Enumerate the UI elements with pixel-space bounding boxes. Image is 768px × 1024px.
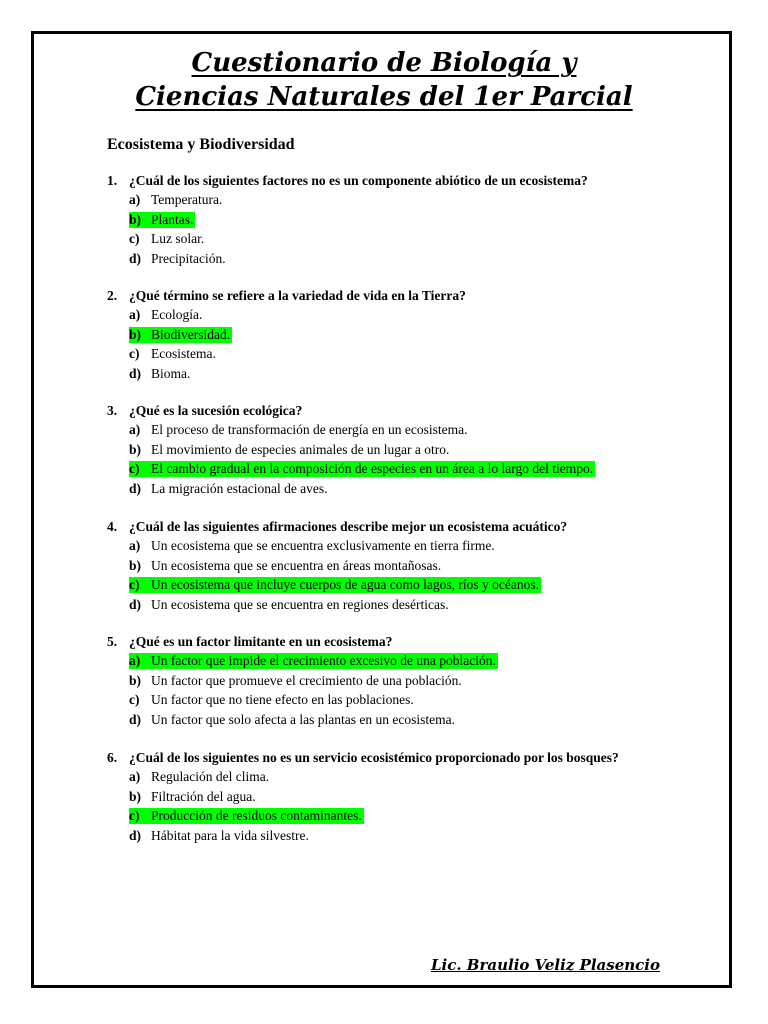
option-text: Hábitat para la vida silvestre. xyxy=(151,827,309,843)
option-letter: c) xyxy=(129,808,140,823)
question-text: ¿Qué es un factor limitante en un ecosistema? xyxy=(129,634,393,649)
option-letter: d) xyxy=(129,480,142,496)
option-letter: d) xyxy=(129,711,142,727)
option-d xyxy=(129,710,647,730)
section-heading: Ecosistema y Biodiversidad xyxy=(107,136,295,153)
option-text: Un factor que solo afecta a las plantas en un ecosistema. xyxy=(151,711,456,727)
option-c xyxy=(129,344,647,364)
option-letter: b) xyxy=(129,788,142,804)
option-letter: a) xyxy=(129,307,141,322)
option-letter: c) xyxy=(129,346,140,361)
option-d xyxy=(129,364,647,384)
option-letter: d) xyxy=(129,365,142,381)
option-letter: a) xyxy=(129,422,141,437)
option-letter: b) xyxy=(129,557,142,573)
option-letter: c) xyxy=(129,231,140,246)
question-text: ¿Qué término se refiere a la variedad de vida en la Tierra? xyxy=(129,288,466,303)
title-line-2: Ciencias Naturales del 1er Parcial xyxy=(135,82,633,112)
option-text: Bioma. xyxy=(151,365,191,381)
option-b xyxy=(129,671,647,691)
option-b xyxy=(129,440,647,460)
option-letter: a) xyxy=(129,769,141,784)
question-3 xyxy=(107,401,647,498)
option-c xyxy=(129,806,647,826)
option-a xyxy=(129,767,647,787)
option-letter: a) xyxy=(129,538,141,553)
option-text: Un ecosistema que se encuentra exclusivamente en tierra firme. xyxy=(151,538,495,553)
option-letter: b) xyxy=(129,326,142,342)
option-text: Precipitación. xyxy=(151,250,226,266)
option-text: Un ecosistema que se encuentra en regiones desérticas. xyxy=(151,596,449,612)
option-c xyxy=(129,690,647,710)
question-5 xyxy=(107,632,647,729)
option-text: Un factor que no tiene efecto en las poblaciones. xyxy=(151,692,414,707)
question-text: ¿Cuál de los siguientes no es un servicio ecosistémico proporcionado por los bosques? xyxy=(129,750,619,765)
title-line-1: Cuestionario de Biología y xyxy=(191,48,577,78)
option-text: Ecosistema. xyxy=(151,346,216,361)
page-title xyxy=(0,46,768,114)
option-letter: c) xyxy=(129,692,140,707)
option-letter: d) xyxy=(129,827,142,843)
option-d xyxy=(129,479,647,499)
option-d xyxy=(129,249,647,269)
question-text: ¿Cuál de los siguientes factores no es un componente abiótico de un ecosistema? xyxy=(129,173,588,188)
question-2 xyxy=(107,286,647,383)
option-letter: b) xyxy=(129,672,142,688)
option-letter: a) xyxy=(129,653,141,668)
option-a xyxy=(129,190,647,210)
option-d xyxy=(129,826,647,846)
option-text: Un ecosistema que incluye cuerpos de agua como lagos, ríos y océanos. xyxy=(151,577,540,592)
question-number: 6. xyxy=(107,750,118,765)
option-a xyxy=(129,651,647,671)
option-letter: d) xyxy=(129,250,142,266)
question-number: 4. xyxy=(107,519,118,534)
option-text: El movimiento de especies animales de un lugar a otro. xyxy=(151,441,450,457)
option-a xyxy=(129,420,647,440)
option-text: El cambio gradual en la composición de especies en un área a lo largo del tiempo. xyxy=(151,461,594,476)
option-c xyxy=(129,459,647,479)
option-a xyxy=(129,305,647,325)
option-letter: b) xyxy=(129,441,142,457)
option-letter: a) xyxy=(129,192,141,207)
option-text: Plantas. xyxy=(151,211,194,227)
question-6 xyxy=(107,748,647,845)
option-text: Un ecosistema que se encuentra en áreas montañosas. xyxy=(151,557,442,573)
option-text: Producción de residuos contaminantes. xyxy=(151,808,362,823)
option-c xyxy=(129,575,647,595)
option-text: El proceso de transformación de energía en un ecosistema. xyxy=(151,422,468,437)
question-number: 5. xyxy=(107,634,118,649)
option-text: Luz solar. xyxy=(151,231,205,246)
option-a xyxy=(129,536,647,556)
question-number: 2. xyxy=(107,288,118,303)
question-1 xyxy=(107,171,647,268)
option-b xyxy=(129,787,647,807)
question-text: ¿Cuál de las siguientes afirmaciones describe mejor un ecosistema acuático? xyxy=(129,519,568,534)
option-text: Biodiversidad. xyxy=(151,326,231,342)
option-text: Temperatura. xyxy=(151,192,223,207)
option-b xyxy=(129,210,647,230)
question-4 xyxy=(107,517,647,614)
option-d xyxy=(129,595,647,615)
option-text: Un factor que impide el crecimiento excesivo de una población. xyxy=(151,653,496,668)
question-number: 3. xyxy=(107,403,118,418)
option-letter: b) xyxy=(129,211,142,227)
question-text: ¿Qué es la sucesión ecológica? xyxy=(129,403,303,418)
option-letter: d) xyxy=(129,596,142,612)
option-c xyxy=(129,229,647,249)
option-letter: c) xyxy=(129,577,140,592)
option-text: Ecología. xyxy=(151,307,203,322)
option-text: Un factor que promueve el crecimiento de una población. xyxy=(151,672,462,688)
option-b xyxy=(129,325,647,345)
option-text: Filtración del agua. xyxy=(151,788,256,804)
option-text: La migración estacional de aves. xyxy=(151,480,328,496)
author-signature: Lic. Braulio Veliz Plasencio xyxy=(430,956,660,974)
option-text: Regulación del clima. xyxy=(151,769,270,784)
option-b xyxy=(129,556,647,576)
question-number: 1. xyxy=(107,173,118,188)
option-letter: c) xyxy=(129,461,140,476)
